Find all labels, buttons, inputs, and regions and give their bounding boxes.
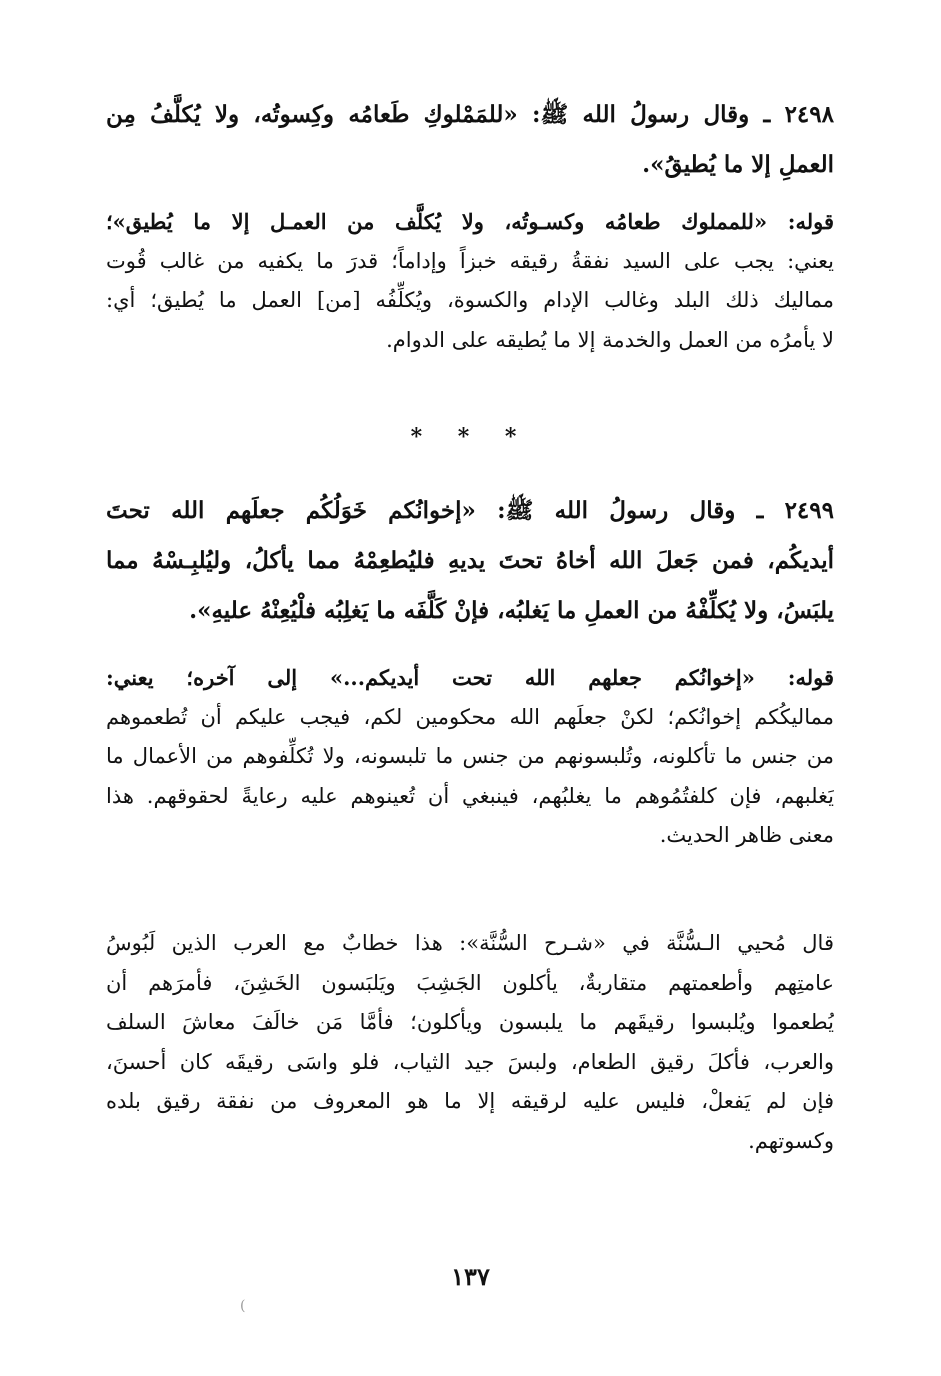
commentary-2499-lead: قوله: «إخوانُكم جعلهم الله تحت أيديكم...» إلى آخره؛ يعني: <box>106 665 834 690</box>
scan-speck: ( <box>240 1298 246 1314</box>
sunnah-line-2: عامتِهم وأطعمتهم متقاربةٌ، يأكلون الجَشِبَ ويَلبَسون الخَشِنَ، فأمرَهم أن <box>106 970 834 995</box>
hadith-2499-line-1: ٢٤٩٩ ـ وقال رسولُ الله ﷺ: «إخوانُكم خَوَلُكُم جعلَهم الله تحتَ <box>106 497 834 524</box>
commentary-2498-lead: قوله: «للمملوك طعامُه وكسـوتُه، ولا يُكلَّف من العمـل إلا ما يُطيق»؛ <box>106 209 834 234</box>
hadith-2499-line-3: يلبَسُ، ولا يُكلِّفْهُ من العملِ ما يَغلبُه، فإنْ كَلَّفَه ما يَغلِبُه فلْيُعِنْهُ عليهِ». <box>189 597 834 624</box>
page-number: ١٣٧ <box>451 1262 490 1291</box>
commentary-2499 <box>106 658 834 856</box>
commentary-sharh-al-sunnah <box>106 924 834 1161</box>
hadith-2498 <box>106 90 834 190</box>
hadith-2498-line-1: ٢٤٩٨ ـ وقال رسولُ الله ﷺ: «للمَمْلوكِ طَعامُه وكِسوتُه، ولا يُكلَّفُ مِن <box>106 101 834 128</box>
commentary-2498-line-1: يعني: يجب على السيد نفقةُ رقيقه خبزاً وإداماً؛ قدرَ ما يكفيه من غالب قُوت <box>106 248 834 273</box>
sunnah-line-1: قال مُحيي الـسُّنَّة في «شـرح السُّنَّة»: هذا خطابٌ مع العرب الذين لَبُوسُ <box>106 931 834 955</box>
commentary-2498-line-3: لا يأمرُه من العمل والخدمة إلا ما يُطيقه على الدوام. <box>386 327 834 352</box>
commentary-2499-line-1: مماليكُكم إخوانُكم؛ لكنْ جعلَهم الله محكومين لكم، فيجب عليكم أن تُطعموهم <box>106 704 834 729</box>
hadith-2498-line-2: العملِ إلا ما يُطيقُ». <box>642 151 834 178</box>
commentary-2498 <box>106 202 834 360</box>
commentary-2499-line-2: من جنس ما تأكلونه، وتُلبسونهم من جنس ما تلبسونه، ولا تُكلِّفوهم من الأعمال ما <box>106 744 834 768</box>
commentary-2499-line-4: معنى ظاهر الحديث. <box>659 823 834 847</box>
commentary-2499-line-3: يَغلبهم، فإن كلفتُمُوهم ما يغلبُهم، فينبغي أن تُعينوهم عليه رعايةً لحقوقهم. هذا <box>106 783 834 808</box>
sunnah-line-3: يُطعموا ويُلبسوا رقيقَهم ما يلبسون ويأكلون؛ فأمَّا مَن خالَفَ معاشَ السلف <box>106 1010 834 1034</box>
section-separator: * * * <box>410 424 531 450</box>
sunnah-line-6: وكسوتهم. <box>748 1128 834 1153</box>
hadith-2499 <box>106 486 834 636</box>
commentary-2498-line-2: مماليك ذلك البلد وغالب الإدام والكسوة، ويُكلِّفُه [من] العمل ما يُطيق؛ أي: <box>106 288 834 312</box>
sunnah-line-5: فإن لم يَفعلْ، فليس عليه لرقيقه إلا ما هو المعروف من نفقة رقيق بلده <box>106 1089 834 1113</box>
hadith-2499-line-2: أيديكُم، فمن جَعلَ الله أخاهُ تحتَ يديهِ فليُطعِمْهُ مما يأكلُ، وليُلبِـسْهُ مما <box>106 547 834 574</box>
sunnah-line-4: والعرب، فأكلَ رقيق الطعام، ولبسَ جيد الثياب، فلو واسَى رقيقَه كان أحسنَ، <box>106 1049 834 1074</box>
